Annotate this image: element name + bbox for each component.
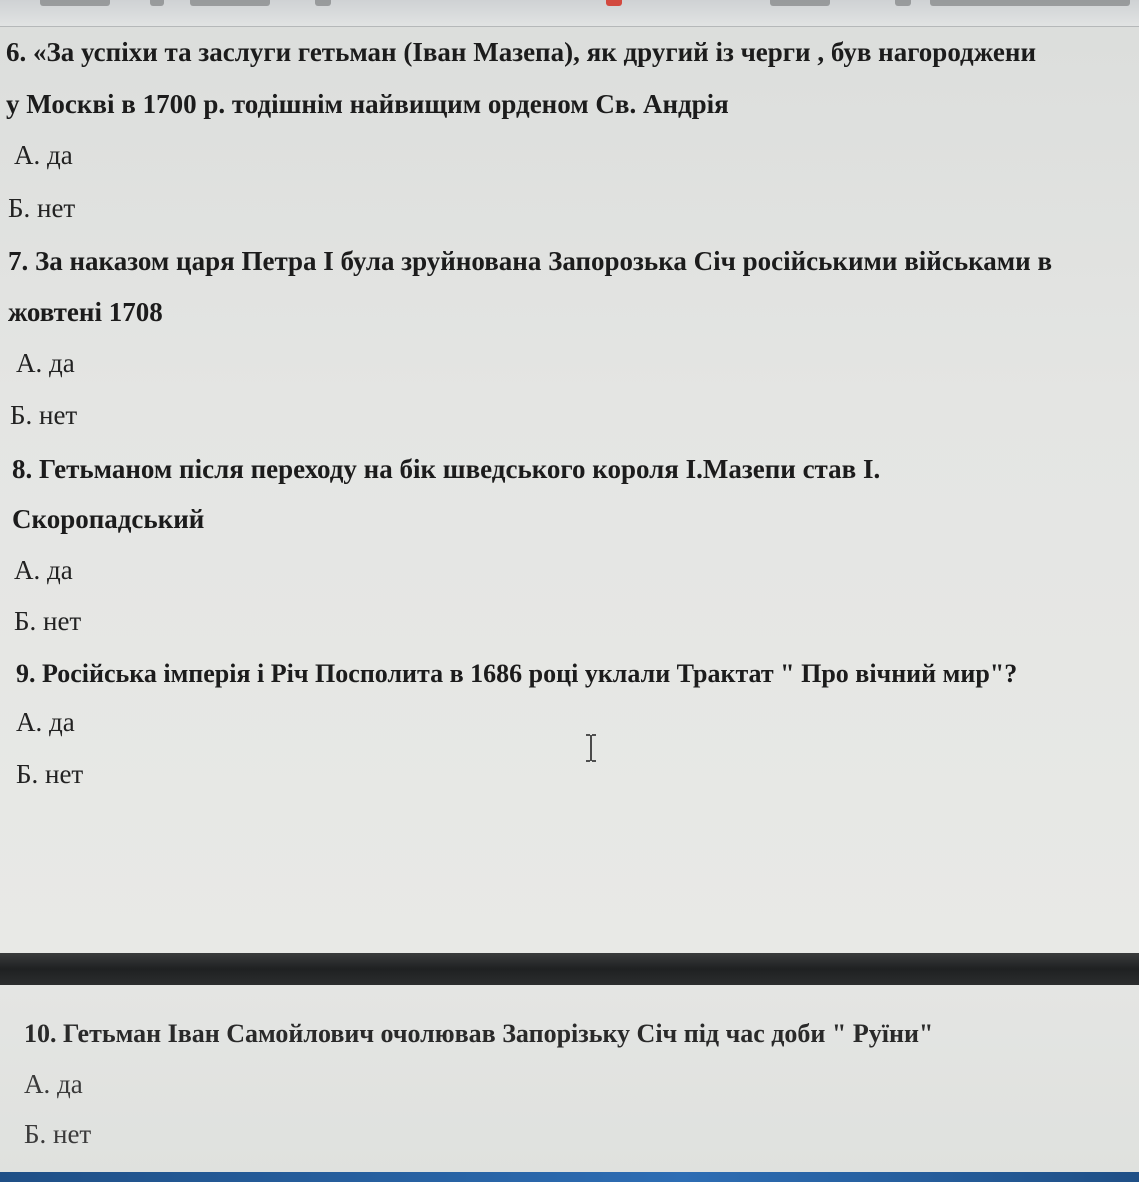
text-cursor-icon	[582, 733, 600, 763]
taskbar-edge	[0, 1172, 1139, 1182]
question-6-option-a: А. да	[14, 140, 73, 170]
toolbar-icon[interactable]	[190, 0, 270, 6]
browser-toolbar-strip	[0, 0, 1139, 27]
toolbar-icon[interactable]	[895, 0, 911, 6]
question-7-line-1: 7. За наказом царя Петра І була зруйнована Запорозька Січ російськими військами в	[8, 246, 1053, 276]
question-10-option-b: Б. нет	[24, 1119, 92, 1149]
question-9-option-b: Б. нет	[16, 759, 84, 789]
toolbar-icon[interactable]	[150, 0, 164, 6]
question-6-line-1: 6. «За успіхи та заслуги гетьман (Іван Мазепа), як другий із черги , був нагороджени	[6, 37, 1037, 67]
question-6-line-2: у Москві в 1700 р. тодішнім найвищим орденом Св. Андрія	[6, 89, 729, 119]
question-6-option-b: Б. нет	[8, 193, 76, 223]
question-8-option-a: А. да	[14, 555, 73, 585]
question-9-option-a: А. да	[16, 707, 75, 737]
toolbar-icon[interactable]	[40, 0, 110, 6]
question-9-line-1: 9. Російська імперія і Річ Посполита в 1686 році уклали Трактат " Про вічний мир"?	[16, 659, 1018, 688]
question-10-option-a: А. да	[24, 1069, 83, 1099]
toolbar-icon[interactable]	[315, 0, 331, 6]
toolbar-icon[interactable]	[606, 0, 622, 6]
question-7-option-b: Б. нет	[10, 400, 78, 430]
page-separator	[0, 953, 1139, 985]
document-page	[0, 985, 1139, 1177]
question-10-line-1: 10. Гетьман Іван Самойлович очолював Запорізьку Січ під час доби " Руїни"	[24, 1019, 934, 1048]
question-7-option-a: А. да	[16, 348, 75, 378]
question-8-line-1: 8. Гетьманом після переходу на бік шведського короля І.Мазепи став І.	[12, 454, 881, 484]
question-7-line-2: жовтені 1708	[8, 297, 163, 327]
toolbar-icon[interactable]	[770, 0, 830, 6]
question-8-option-b: Б. нет	[14, 606, 82, 636]
question-8-line-2: Скоропадський	[12, 504, 205, 534]
toolbar-icon[interactable]	[930, 0, 1130, 6]
document-page	[0, 27, 1139, 953]
